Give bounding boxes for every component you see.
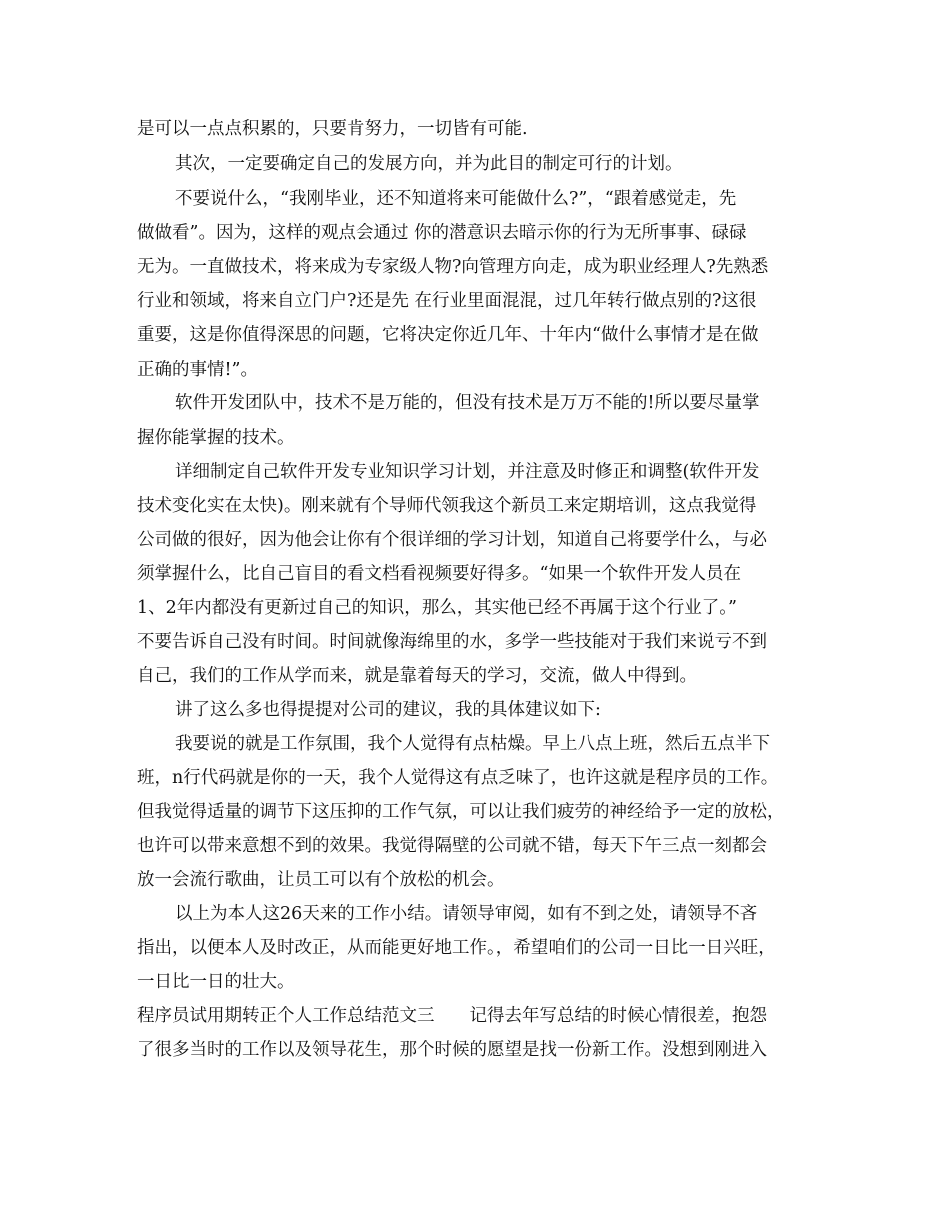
text-line: 自己，我们的工作从学而来，就是靠着每天的学习，交流，做人中得到。 xyxy=(137,666,697,686)
text-line: 正确的事情!”。 xyxy=(137,360,258,380)
text-line: 是可以一点点积累的，只要肯努力，一切皆有可能. xyxy=(137,119,528,139)
text-line: 无为。一直做技术，将来成为专家级人物?向管理方向走，成为职业经理人?先熟悉 xyxy=(137,257,769,277)
text-line: 其次，一定要确定自己的发展方向，并为此目的制定可行的计划。 xyxy=(175,154,683,174)
text-line: 了很多当时的工作以及领导花生，那个时候的愿望是找一份新工作。没想到刚进入 xyxy=(137,1040,767,1060)
text-line: 1、2年内都没有更新过自己的知识，那么，其实他已经不再属于这个行业了。” xyxy=(137,598,737,618)
text-line: 也许可以带来意想不到的效果。我觉得隔壁的公司就不错，每天下午三点一刻都会 xyxy=(137,836,767,856)
text-line: 握你能掌握的技术。 xyxy=(137,428,295,448)
text-line: 班，n行代码就是你的一天，我个人觉得这有点乏味了，也许这就是程序员的工作。 xyxy=(137,768,779,788)
text-line: 须掌握什么，比自己盲目的看文档看视频要好得多。“如果一个软件开发人员在 xyxy=(137,564,741,584)
text-line: 程序员试用期转正个人工作总结范文三 记得去年写总结的时候心情很差，抱怨 xyxy=(137,1006,767,1026)
text-line: 一日比一日的壮大。 xyxy=(137,972,295,992)
text-line: 技术变化实在太快)。刚来就有个导师代领我这个新员工来定期培训，这点我觉得 xyxy=(137,496,757,516)
text-line: 指出，以便本人及时改正，从而能更好地工作。，希望咱们的公司一日比一日兴旺， xyxy=(137,938,776,958)
text-line: 公司做的很好，因为他会让你有个很详细的学习计划，知道自己将要学什么，与必 xyxy=(137,530,767,550)
text-line: 不要告诉自己没有时间。时间就像海绵里的水，多学一些技能对于我们来说亏不到 xyxy=(137,632,767,652)
text-line: 我要说的就是工作氛围，我个人觉得有点枯燥。早上八点上班，然后五点半下 xyxy=(175,734,770,754)
text-line: 软件开发团队中，技术不是万能的，但没有技术是万万不能的!所以要尽量掌 xyxy=(175,393,760,413)
text-line: 做做看”。因为，这样的观点会通过 你的潜意识去暗示你的行为无所事事、碌碌 xyxy=(137,223,747,243)
text-line: 行业和领域，将来自立门户?还是先 在行业里面混混，过几年转行做点别的?这很 xyxy=(137,291,757,311)
text-line: 不要说什么，“我刚毕业，还不知道将来可能做什么?”，“跟着感觉走，先 xyxy=(175,189,737,209)
text-line: 重要，这是你值得深思的问题，它将决定你近几年、十年内“做什么事情才是在做 xyxy=(137,325,759,345)
text-line: 但我觉得适量的调节下这压抑的工作气氛，可以让我们疲劳的神经给予一定的放松， xyxy=(137,802,785,822)
text-line: 以上为本人这26天来的工作小结。请领导审阅，如有不到之处，请领导不吝 xyxy=(175,904,758,924)
text-line: 详细制定自己软件开发专业知识学习计划，并注意及时修正和调整(软件开发 xyxy=(175,462,760,482)
text-line: 放一会流行歌曲，让员工可以有个放松的机会。 xyxy=(137,870,505,890)
text-line: 讲了这么多也得提提对公司的建议，我的具体建议如下: xyxy=(175,700,601,720)
